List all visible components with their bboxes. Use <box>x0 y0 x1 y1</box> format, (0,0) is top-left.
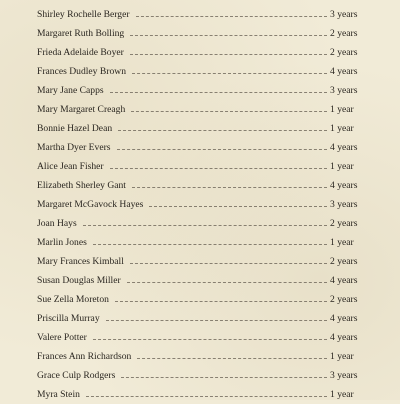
member-name: Bonnie Hazel Dean <box>37 123 113 134</box>
member-name: Shirley Rochelle Berger <box>37 9 130 20</box>
membership-duration: 3 years <box>330 199 358 210</box>
membership-duration: 1 year <box>330 351 354 362</box>
dot-leader <box>83 225 327 226</box>
member-name: Mary Jane Capps <box>37 85 104 96</box>
dot-leader <box>117 149 327 150</box>
member-name: Alice Jean Fisher <box>37 161 104 172</box>
member-name: Frances Ann Richardson <box>37 351 132 362</box>
roster-row <box>0 176 400 195</box>
dot-leader <box>149 206 327 207</box>
roster-row <box>0 5 400 24</box>
dot-leader <box>118 130 327 131</box>
dot-leader <box>132 187 327 188</box>
membership-duration: 1 year <box>330 389 354 400</box>
roster-row <box>0 24 400 43</box>
member-name: Joan Hays <box>37 218 77 229</box>
member-name: Frieda Adelaide Boyer <box>37 47 124 58</box>
membership-duration: 2 years <box>330 28 358 39</box>
roster-row <box>0 138 400 157</box>
member-name: Frances Dudley Brown <box>37 66 126 77</box>
membership-duration: 4 years <box>330 180 358 191</box>
dot-leader <box>121 377 327 378</box>
dot-leader <box>130 263 327 264</box>
membership-duration: 4 years <box>330 142 358 153</box>
roster-row <box>0 81 400 100</box>
membership-duration: 4 years <box>330 66 358 77</box>
dot-leader <box>130 54 327 55</box>
member-name: Mary Margaret Creagh <box>37 104 126 115</box>
member-name: Valere Potter <box>37 332 87 343</box>
member-name: Martha Dyer Evers <box>37 142 111 153</box>
roster-row <box>0 157 400 176</box>
roster-row <box>0 252 400 271</box>
dot-leader <box>93 339 327 340</box>
membership-duration: 1 year <box>330 161 354 172</box>
roster-row <box>0 100 400 119</box>
membership-duration: 4 years <box>330 275 358 286</box>
roster-row <box>0 233 400 252</box>
member-name: Margaret McGavock Hayes <box>37 199 144 210</box>
roster-row <box>0 214 400 233</box>
roster-row <box>0 195 400 214</box>
membership-duration: 4 years <box>330 332 358 343</box>
membership-duration: 4 years <box>330 313 358 324</box>
roster-row <box>0 43 400 62</box>
member-name: Marlin Jones <box>37 237 87 248</box>
dot-leader <box>115 301 327 302</box>
dot-leader <box>93 244 327 245</box>
roster-row <box>0 119 400 138</box>
member-name: Elizabeth Sherley Gant <box>37 180 126 191</box>
member-name: Myra Stein <box>37 389 80 400</box>
membership-duration: 3 years <box>330 85 358 96</box>
membership-duration: 1 year <box>330 237 354 248</box>
member-name: Margaret Ruth Bolling <box>37 28 125 39</box>
roster-row <box>0 309 400 328</box>
dot-leader <box>110 168 327 169</box>
membership-duration: 3 years <box>330 370 358 381</box>
member-name: Priscilla Murray <box>37 313 100 324</box>
roster-row <box>0 62 400 81</box>
roster-row <box>0 366 400 385</box>
dot-leader <box>132 73 327 74</box>
dot-leader <box>127 282 327 283</box>
dot-leader <box>110 92 327 93</box>
membership-duration: 2 years <box>330 294 358 305</box>
dot-leader <box>86 396 327 397</box>
dot-leader <box>136 16 327 17</box>
membership-duration: 2 years <box>330 218 358 229</box>
member-name: Susan Douglas Miller <box>37 275 121 286</box>
roster-row <box>0 385 400 404</box>
member-name: Grace Culp Rodgers <box>37 370 116 381</box>
dot-leader <box>137 358 327 359</box>
roster-row <box>0 328 400 347</box>
membership-duration: 1 year <box>330 104 354 115</box>
roster-row <box>0 290 400 309</box>
dot-leader <box>131 111 327 112</box>
member-name: Mary Frances Kimball <box>37 256 124 267</box>
membership-duration: 1 year <box>330 123 354 134</box>
member-name: Sue Zella Moreton <box>37 294 109 305</box>
membership-duration: 3 years <box>330 9 358 20</box>
dot-leader <box>130 35 327 36</box>
roster-row <box>0 347 400 366</box>
membership-duration: 2 years <box>330 256 358 267</box>
membership-duration: 2 years <box>330 47 358 58</box>
roster-row <box>0 271 400 290</box>
dot-leader <box>106 320 327 321</box>
